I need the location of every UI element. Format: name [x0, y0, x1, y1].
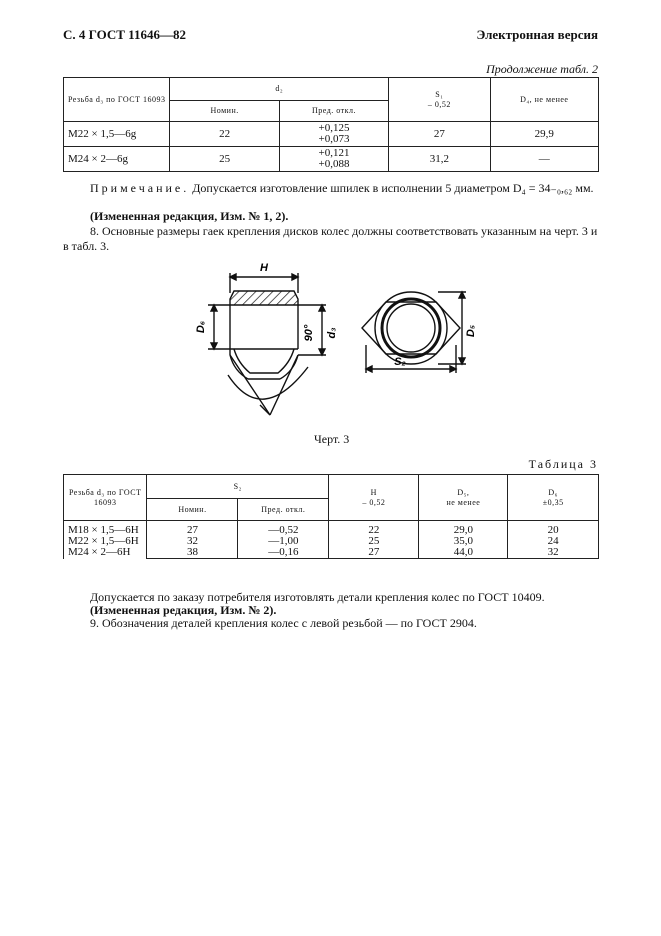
paragraph-8: 8. Основные размеры гаек крепления дисков колес должны соответствовать указанным на черт. 3 и в табл. 3.: [63, 224, 598, 253]
paragraph-9: 9. Обозначения деталей крепления колес с левой резьбой — по ГОСТ 2904.: [90, 616, 477, 630]
table-3: [63, 474, 599, 559]
col-d6-header: D₆ ±0,35: [508, 475, 599, 521]
col-pred-header: Пред. откл.: [238, 499, 329, 521]
col-d5-header: D₅, не менее: [419, 475, 508, 521]
nut-drawing: [190, 255, 480, 435]
amendment-2: (Измененная редакция, Изм. № 2).: [90, 603, 277, 617]
amendment-1: (Измененная редакция, Изм. № 1, 2).: [90, 209, 289, 223]
col-thread-header: Резьба d₃ по ГОСТ 16093: [64, 475, 147, 521]
col-thread-header: Резьба d₃ по ГОСТ 16093: [64, 78, 170, 122]
label-angle: 90°: [303, 324, 315, 342]
col-pred-header: Пред. откл.: [279, 101, 388, 122]
page-header-right: Электронная версия: [476, 27, 598, 42]
table-continuation-label: Продолжение табл. 2: [486, 62, 598, 76]
table-3-title: Таблица 3: [528, 457, 598, 471]
nut-side-view: [208, 273, 326, 415]
col-d2-header: d₂: [170, 78, 389, 101]
table-row: M22 × 1,5—6g 22 +0,125 +0,073 27 29,9: [64, 122, 599, 147]
figure-caption: Черт. 3: [314, 432, 350, 446]
label-h: H: [260, 262, 268, 274]
page-header-left: С. 4 ГОСТ 11646—82: [63, 27, 186, 42]
col-nomin-header: Номин.: [147, 499, 238, 521]
table-2: [63, 77, 599, 172]
col-nomin-header: Номин.: [170, 101, 279, 122]
col-s1-header: S₁ – 0,52: [389, 78, 490, 122]
col-h-header: H – 0,52: [329, 475, 419, 521]
label-d5: D₅: [465, 324, 477, 338]
nut-top-view: [362, 292, 466, 373]
paragraph-allow: Допускается по заказу потребителя изготовлять детали крепления колес по ГОСТ 10409.: [90, 590, 545, 604]
note: Примечание. Допускается изготовление шпилек в исполнении 5 диаметром D₄ = 34₋₀,₆₂ мм.: [90, 181, 594, 195]
label-s2: S₂: [394, 356, 406, 368]
table-row: M24 × 2—6g 25 +0,121 +0,088 31,2 —: [64, 147, 599, 172]
col-s2-header: S₂: [147, 475, 329, 499]
label-d3: d₃: [326, 327, 338, 339]
table-row: M18 × 1,5—6H M22 × 1,5—6H M24 × 2—6H 27 32 38 —0,52 —1,00 —0,16 22 25 27 29,0 35,0 44,0 20 24 32: [64, 521, 599, 559]
label-d6: D₆: [195, 320, 207, 334]
col-d4-header: D₄, не менее: [490, 78, 598, 122]
